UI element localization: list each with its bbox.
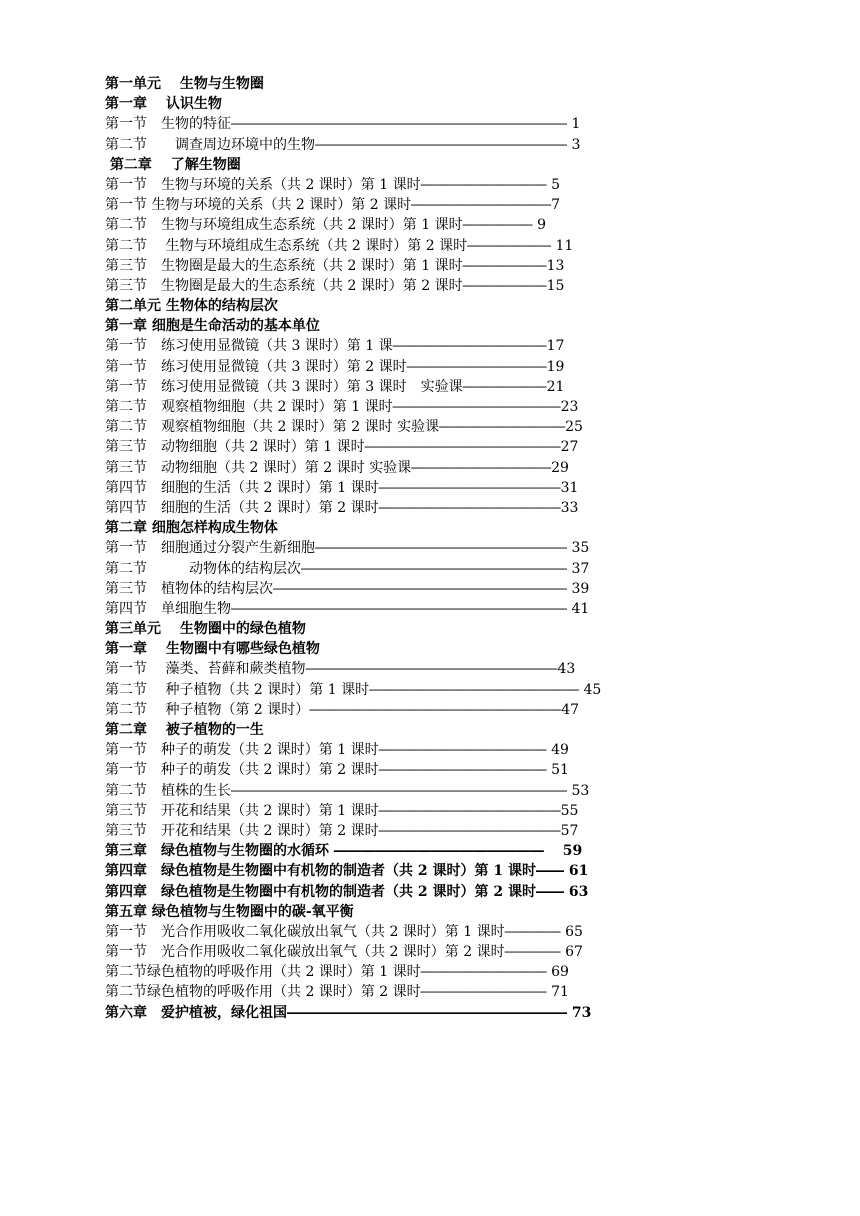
toc-entry: 第一节 生物与环境的关系（共 2 课时）第 2 课时――――――――――7 (105, 197, 560, 214)
toc-entry: 第一节 光合作用吸收二氧化碳放出氧气（共 2 课时）第 1 课时―――― 65 (105, 923, 583, 940)
toc-entry: 第四节 单细胞生物―――――――――――――――――――――――― 41 (105, 600, 590, 617)
toc-entry: 第二节 动物体的结构层次――――――――――――――――――― 37 (105, 560, 590, 577)
toc-entry: 第三节 开花和结果（共 2 课时）第 2 课时―――――――――――――57 (105, 822, 579, 839)
toc-heading: 第三单元 生物圈中的绿色植物 (105, 621, 306, 638)
toc-heading: 第二章 被子植物的一生 (105, 722, 264, 738)
toc-entry: 第三节 动物细胞（共 2 课时）第 1 课时――――――――――――――27 (105, 439, 579, 456)
toc-entry: 第二节 植株的生长―――――――――――――――――――――――― 53 (105, 782, 590, 799)
toc-entry: 第一节 藻类、苔藓和蕨类植物――――――――――――――――――43 (105, 661, 576, 678)
toc-heading: 第一单元 生物与生物圈 (105, 76, 264, 92)
toc-entry: 第一节 练习使用显微镜（共 3 课时）第 1 课―――――――――――17 (105, 338, 565, 355)
toc-heading: 第三章 绿色植物与生物圈的水循环 ――――――――――――――― 59 (105, 843, 583, 860)
toc-entry: 第二节 生物与环境组成生态系统（共 2 课时）第 2 课时―――――― 11 (105, 237, 574, 254)
toc-entry: 第二节绿色植物的呼吸作用（共 2 课时）第 1 课时――――――――― 69 (105, 964, 569, 981)
toc-entry: 第二节 生物与环境组成生态系统（共 2 课时）第 1 课时――――― 9 (105, 217, 546, 234)
toc-heading: 第五章 绿色植物与生物圈中的碳-氧平衡 (105, 903, 354, 920)
toc-heading: 第二章 了解生物圈 (105, 156, 241, 173)
toc-entry: 第二节 观察植物细胞（共 2 课时）第 2 课时 实验课―――――――――25 (105, 419, 583, 436)
toc-entry: 第二节绿色植物的呼吸作用（共 2 课时）第 2 课时――――――――― 71 (105, 984, 569, 1001)
toc-heading: 第四章 绿色植物是生物圈中有机物的制造者（共 2 课时）第 2 课时―― 63 (105, 883, 589, 900)
toc-entry: 第二节 观察植物细胞（共 2 课时）第 1 课时――――――――――――23 (105, 399, 579, 415)
toc-heading: 第二单元 生物体的结构层次 (105, 298, 278, 315)
toc-heading: 第六章 爱护植被，绿化祖国―――――――――――――――――――― 73 (105, 1004, 592, 1021)
toc-entry: 第一节 生物的特征―――――――――――――――――――――――― 1 (105, 116, 581, 133)
toc-entry: 第一节 练习使用显微镜（共 3 课时）第 2 课时――――――――――19 (105, 358, 565, 375)
toc-heading: 第二章 细胞怎样构成生物体 (105, 520, 278, 537)
toc-entry: 第一节 种子的萌发（共 2 课时）第 1 课时―――――――――――― 49 (105, 742, 569, 759)
toc-entry: 第二节 调查周边环境中的生物―――――――――――――――――― 3 (105, 136, 581, 153)
toc-heading: 第一章 生物圈中有哪些绿色植物 (105, 641, 320, 658)
toc-entry: 第二节 种子植物（共 2 课时）第 1 课时――――――――――――――― 45 (105, 681, 602, 698)
toc-entry: 第二节 种子植物（第 2 课时）――――――――――――――――――47 (105, 701, 580, 718)
toc-entry: 第一节 细胞通过分裂产生新细胞―――――――――――――――――― 35 (105, 540, 590, 557)
table-of-contents (105, 74, 745, 1023)
toc-entry: 第四节 细胞的生活（共 2 课时）第 1 课时―――――――――――――31 (105, 479, 579, 496)
toc-entry: 第一节 光合作用吸收二氧化碳放出氧气（共 2 课时）第 2 课时―――― 67 (105, 944, 583, 961)
toc-entry: 第三节 生物圈是最大的生态系统（共 2 课时）第 2 课时――――――15 (105, 277, 565, 294)
toc-heading: 第一章 认识生物 (105, 96, 222, 113)
toc-entry: 第三节 动物细胞（共 2 课时）第 2 课时 实验课――――――――――29 (105, 459, 569, 476)
toc-heading: 第一章 细胞是生命活动的基本单位 (105, 318, 320, 335)
toc-entry: 第一节 种子的萌发（共 2 课时）第 2 课时―――――――――――― 51 (105, 762, 569, 779)
toc-entry: 第三节 开花和结果（共 2 课时）第 1 课时―――――――――――――55 (105, 802, 579, 819)
toc-entry: 第四节 细胞的生活（共 2 课时）第 2 课时―――――――――――――33 (105, 499, 579, 516)
toc-entry: 第一节 练习使用显微镜（共 3 课时）第 3 课时 实验课――――――21 (105, 378, 565, 395)
toc-entry: 第三节 植物体的结构层次――――――――――――――――――――― 39 (105, 580, 590, 597)
toc-entry: 第三节 生物圈是最大的生态系统（共 2 课时）第 1 课时――――――13 (105, 257, 565, 274)
toc-entry: 第一节 生物与环境的关系（共 2 课时）第 1 课时――――――――― 5 (105, 176, 560, 193)
toc-heading: 第四章 绿色植物是生物圈中有机物的制造者（共 2 课时）第 1 课时―― 61 (105, 863, 589, 880)
